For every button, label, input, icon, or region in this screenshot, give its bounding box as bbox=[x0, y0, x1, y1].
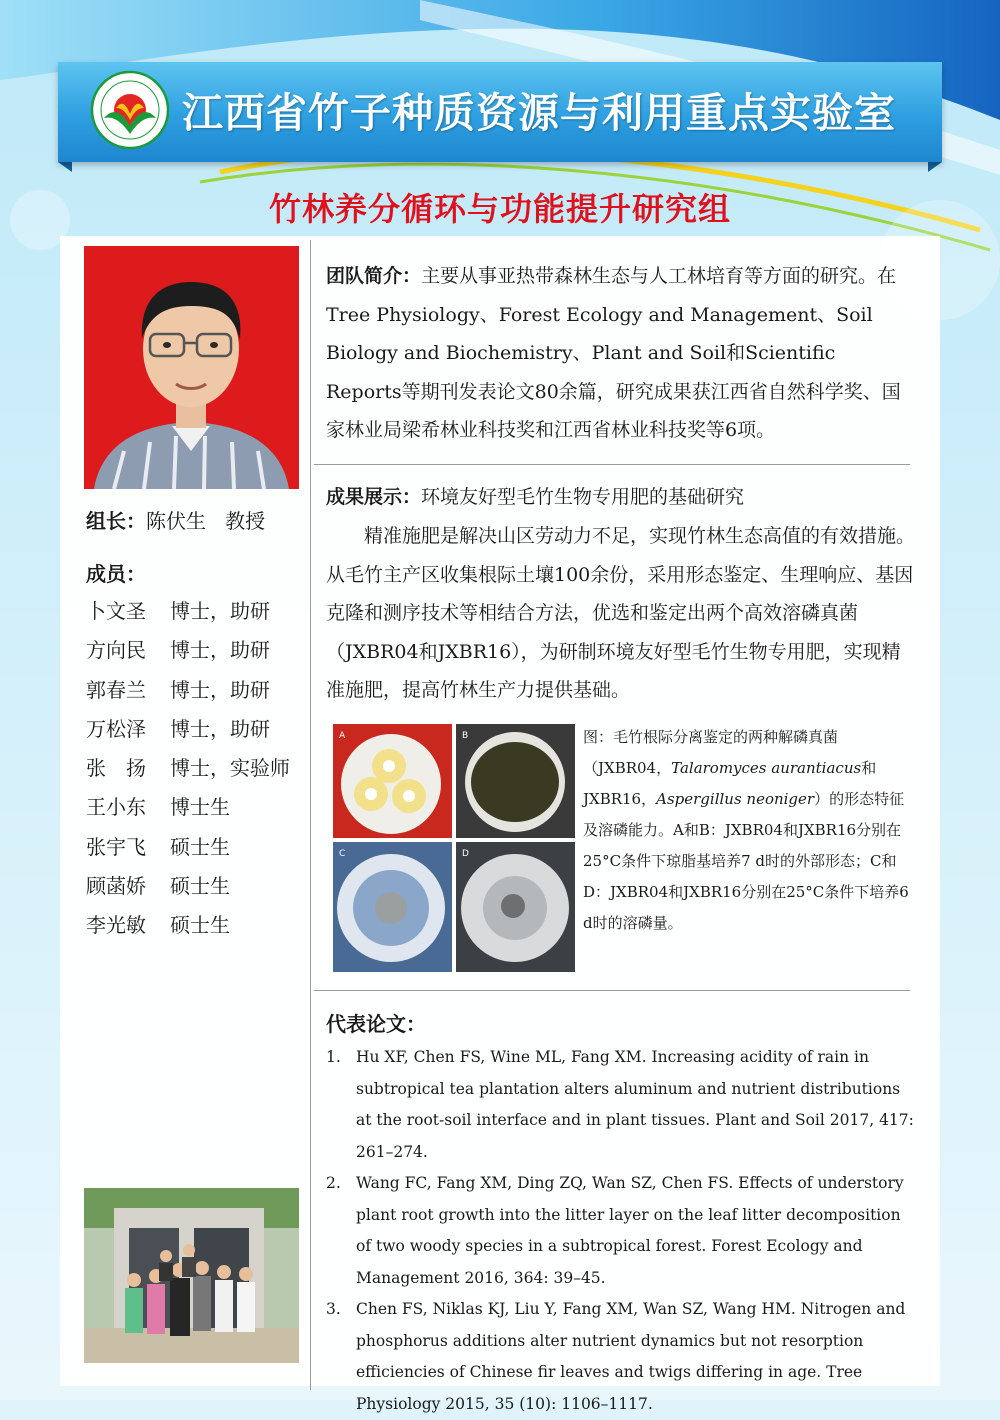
member-name: 张宇飞 bbox=[86, 834, 146, 859]
banner-fold-right bbox=[928, 162, 942, 172]
member-title: 博士，助研 bbox=[170, 716, 270, 741]
member-item bbox=[86, 710, 290, 749]
member-title: 博士，助研 bbox=[170, 599, 270, 623]
member-item bbox=[86, 867, 290, 906]
publication-item bbox=[326, 1168, 916, 1294]
leader-label: 组长： bbox=[86, 509, 146, 533]
section-divider-2 bbox=[314, 990, 910, 991]
member-item bbox=[86, 592, 290, 631]
member-title: 硕士生 bbox=[170, 834, 230, 859]
achievement-title: 环境友好型毛竹生物专用肥的基础研究 bbox=[421, 486, 745, 508]
publication-number: 3. bbox=[326, 1300, 341, 1318]
member-title: 博士生 bbox=[170, 795, 230, 820]
section-divider-1 bbox=[314, 464, 910, 465]
publication-number: 1. bbox=[326, 1048, 341, 1066]
member-name: 顾菡娇 bbox=[86, 874, 146, 899]
member-name: 万松泽 bbox=[86, 716, 146, 741]
caption-part: ）的形态特征及溶磷能力。A和B：JXBR04和JXBR16分别在25°C条件下琼脂基培养7 d时的外部形态；C和D：JXBR04和JXBR16分别在25°C条件下培养6 d时的溶磷量。 bbox=[583, 790, 909, 932]
achievement-text: 精准施肥是解决山区劳动力不足，实现竹林生态高值的有效措施。从毛竹主产区收集根际土壤100余份，采用形态鉴定、生理响应、基因克隆和测序技术等相结合方法，优选和鉴定出两个高效溶磷真菌（JXBR04和JXBR16），为研制环境友好型毛竹生物专用肥，实现精准施肥，提高竹林生产力提供基础。 bbox=[326, 525, 916, 701]
member-item bbox=[86, 671, 290, 710]
member-item bbox=[86, 749, 290, 788]
member-item bbox=[86, 828, 290, 867]
publications-list bbox=[326, 1042, 916, 1420]
member-name: 张 扬 bbox=[86, 756, 146, 781]
group-leader bbox=[86, 505, 265, 534]
member-item bbox=[86, 906, 290, 945]
intro-text: 主要从事亚热带森林生态与人工林培育等方面的研究。在Tree Physiology、Forest Ecology and Management、Soil Biology and Biochemistry、Plant and Soil和Scientific Reports等期刊发表论文80余篇，研究成果获江西省自然科学奖、国家林业局梁希林业科技奖和江西省林业科技奖等6项。 bbox=[326, 265, 901, 441]
figure-caption bbox=[583, 722, 913, 939]
species-name: Aspergillus neoniger bbox=[656, 790, 815, 808]
member-name: 卜文圣 bbox=[86, 599, 146, 623]
university-seal-icon bbox=[90, 70, 170, 150]
achievement-label: 成果展示： bbox=[326, 486, 422, 508]
publication-item bbox=[326, 1042, 916, 1168]
member-title: 博士，实验师 bbox=[170, 756, 290, 781]
figure-panel-label-b: B bbox=[462, 731, 469, 741]
figure-panel-label-a: A bbox=[339, 731, 346, 741]
achievement-heading bbox=[326, 478, 916, 517]
caption-part: 图：毛竹根际分离鉴定的两种解磷真菌（JXBR04， bbox=[583, 728, 839, 777]
members-list bbox=[86, 592, 290, 946]
member-title: 博士，助研 bbox=[170, 638, 270, 663]
member-item bbox=[86, 788, 290, 827]
member-title: 硕士生 bbox=[170, 913, 230, 938]
leader-name: 陈伏生 bbox=[146, 509, 206, 533]
publications-heading: 代表论文： bbox=[326, 1012, 426, 1036]
fungi-figure bbox=[333, 724, 575, 972]
intro-label: 团队简介： bbox=[326, 265, 422, 287]
publication-text: Hu XF, Chen FS, Wine ML, Fang XM. Increasing acidity of rain in subtropical tea plantation alters aluminum and nutrient distributions at the root-soil interface and in plant tissues. Plant and Soil 2017, 417: 261–274. bbox=[356, 1048, 914, 1161]
leader-title: 教授 bbox=[225, 509, 266, 533]
member-name: 李光敏 bbox=[86, 913, 146, 938]
member-name: 郭春兰 bbox=[86, 677, 146, 702]
member-name: 王小东 bbox=[86, 795, 146, 820]
column-divider bbox=[310, 240, 311, 1390]
figure-panel-label-d: D bbox=[462, 849, 469, 859]
team-intro bbox=[326, 257, 916, 450]
member-title: 博士，助研 bbox=[170, 677, 270, 702]
group-subtitle: 竹林养分循环与功能提升研究组 bbox=[268, 190, 731, 228]
member-name: 方向民 bbox=[86, 638, 146, 663]
caption-part: 和JXBR16， bbox=[583, 759, 877, 808]
member-item bbox=[86, 631, 290, 670]
group-photo bbox=[84, 1188, 299, 1363]
publication-text: Wang FC, Fang XM, Ding ZQ, Wan SZ, Chen FS. Effects of understory plant root growth into the litter layer on the leaf litter decomposition of two woody species in a subtropical forest. Forest Ecology and Management 2016, 364: 39–45. bbox=[356, 1174, 904, 1287]
leader-portrait-photo bbox=[84, 246, 299, 489]
species-name: Talaromyces aurantiacus bbox=[671, 759, 862, 777]
page-title: 江西省竹子种质资源与利用重点实验室 bbox=[182, 89, 896, 137]
publication-item bbox=[326, 1294, 916, 1420]
members-heading: 成员： bbox=[86, 562, 146, 586]
publication-number: 2. bbox=[326, 1174, 341, 1192]
publication-text: Chen FS, Niklas KJ, Liu Y, Fang XM, Wan SZ, Wang HM. Nitrogen and phosphorus additions alter nutrient dynamics but not resorption efficiencies of Chinese fir leaves and twigs differing in age. Tree Physiology 2015, 35 (10): 1106–1117. bbox=[356, 1300, 906, 1413]
figure-panel-label-c: C bbox=[339, 849, 346, 859]
member-title: 硕士生 bbox=[170, 874, 230, 899]
banner-fold-left bbox=[58, 162, 72, 172]
